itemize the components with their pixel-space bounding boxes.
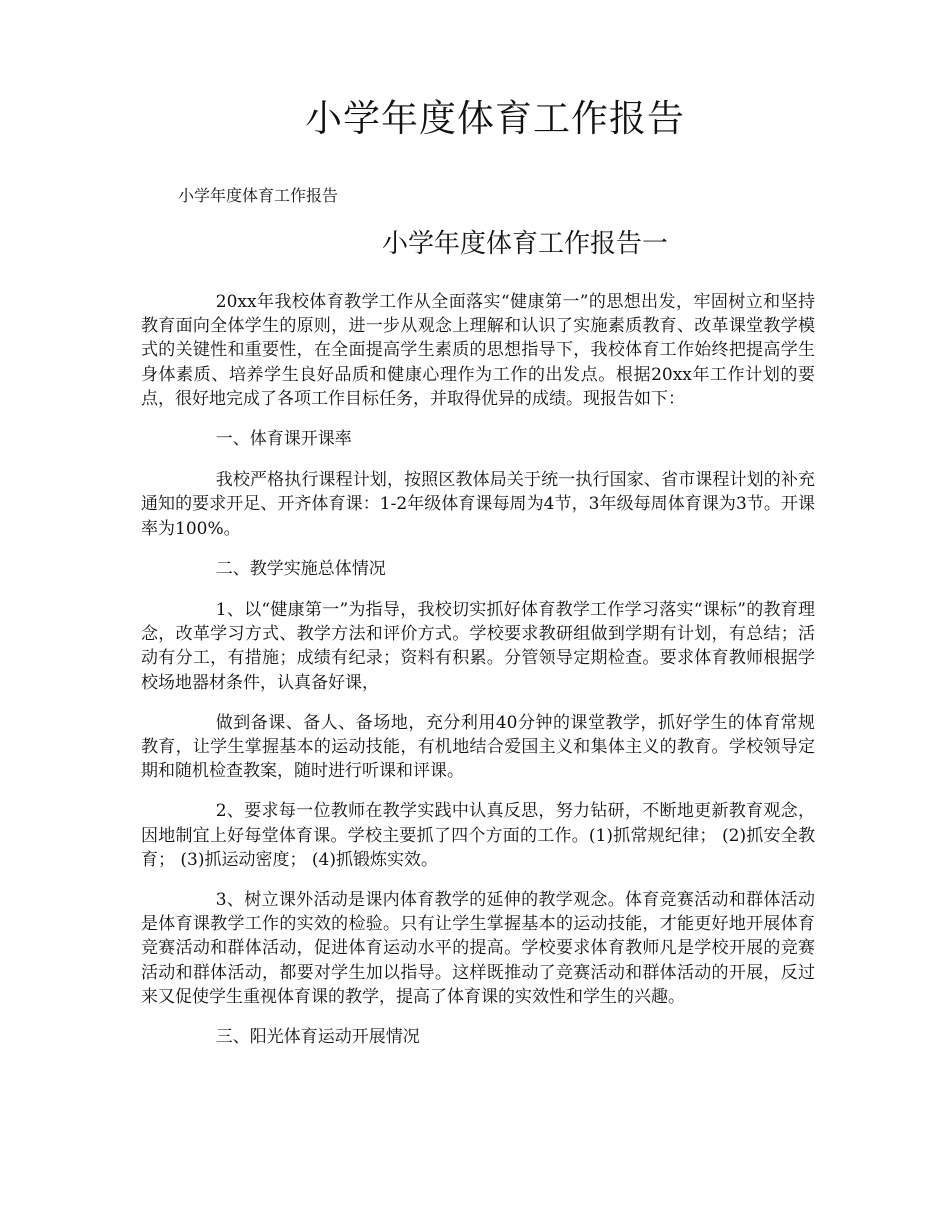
paragraph-teaching-2: 2、要求每一位教师在教学实践中认真反思，努力钻研，不断地更新教育观念，因地制宜上好每堂体育课。学校主要抓了四个方面的工作。(1)抓常规纪律； (2)抓安全教育； (3)抓运动密度； (4)抓锻炼实效。 — [141, 801, 815, 870]
paragraph-teaching-1: 1、以“健康第一”为指导，我校切实抓好体育教学工作学习落实“课标”的教育理念，改革学习方式、教学方法和评价方式。学校要求教研组做到学期有计划，有总结；活动有分工，有措施；成绩有纪录；资料有积累。分管领导定期检查。要求体育教师根据学校场地器材条件，认真备好课， — [141, 600, 815, 693]
document-subtitle-label: 小学年度体育工作报告 — [178, 186, 339, 205]
section-heading-1: 一、体育课开课率 — [215, 429, 352, 450]
document-title: 小学年度体育工作报告 — [305, 97, 685, 140]
paragraph-course-rate: 我校严格执行课程计划，按照区教体局关于统一执行国家、省市课程计划的补充通知的要求开足、开齐体育课：1-2年级体育课每周为4节，3年级每周体育课为3节。开课率为100%。 — [141, 470, 815, 539]
section-heading-3: 三、阳光体育运动开展情况 — [215, 1027, 420, 1048]
section-heading-2: 二、教学实施总体情况 — [215, 558, 386, 579]
paragraph-teaching-1-cont: 做到备课、备人、备场地，充分利用40分钟的课堂教学，抓好学生的体育常规教育，让学生掌握基本的运动技能，有机地结合爱国主义和集体主义的教育。学校领导定期和随机检查教案，随时进行听课和评课。 — [141, 712, 815, 782]
document-body — [141, 290, 815, 1066]
section-title: 小学年度体育工作报告一 — [381, 229, 668, 259]
paragraph-intro: 20xx年我校体育教学工作从全面落实“健康第一”的思想出发，牢固树立和坚持教育面向全体学生的原则，进一步从观念上理解和认识了实施素质教育、改革课堂教学模式的关键性和重要性，在全面提高学生素质的思想指导下，我校体育工作始终把提高学生身体素质、培养学生良好品质和健康心理作为工作的出发点。根据20xx年工作计划的要点，很好地完成了各项工作目标任务，并取得优异的成绩。现报告如下： — [141, 292, 815, 409]
paragraph-teaching-3: 3、树立课外活动是课内体育教学的延伸的教学观念。体育竞赛活动和群体活动是体育课教学工作的实效的检验。只有让学生掌握基本的运动技能，才能更好地开展体育竞赛活动和群体活动，促进体育运动水平的提高。学校要求体育教师凡是学校开展的竞赛活动和群体活动，都要对学生加以指导。这样既推动了竞赛活动和群体活动的开展，反过来又促使学生重视体育课的教学，提高了体育课的实效性和学生的兴趣。 — [141, 890, 815, 1007]
